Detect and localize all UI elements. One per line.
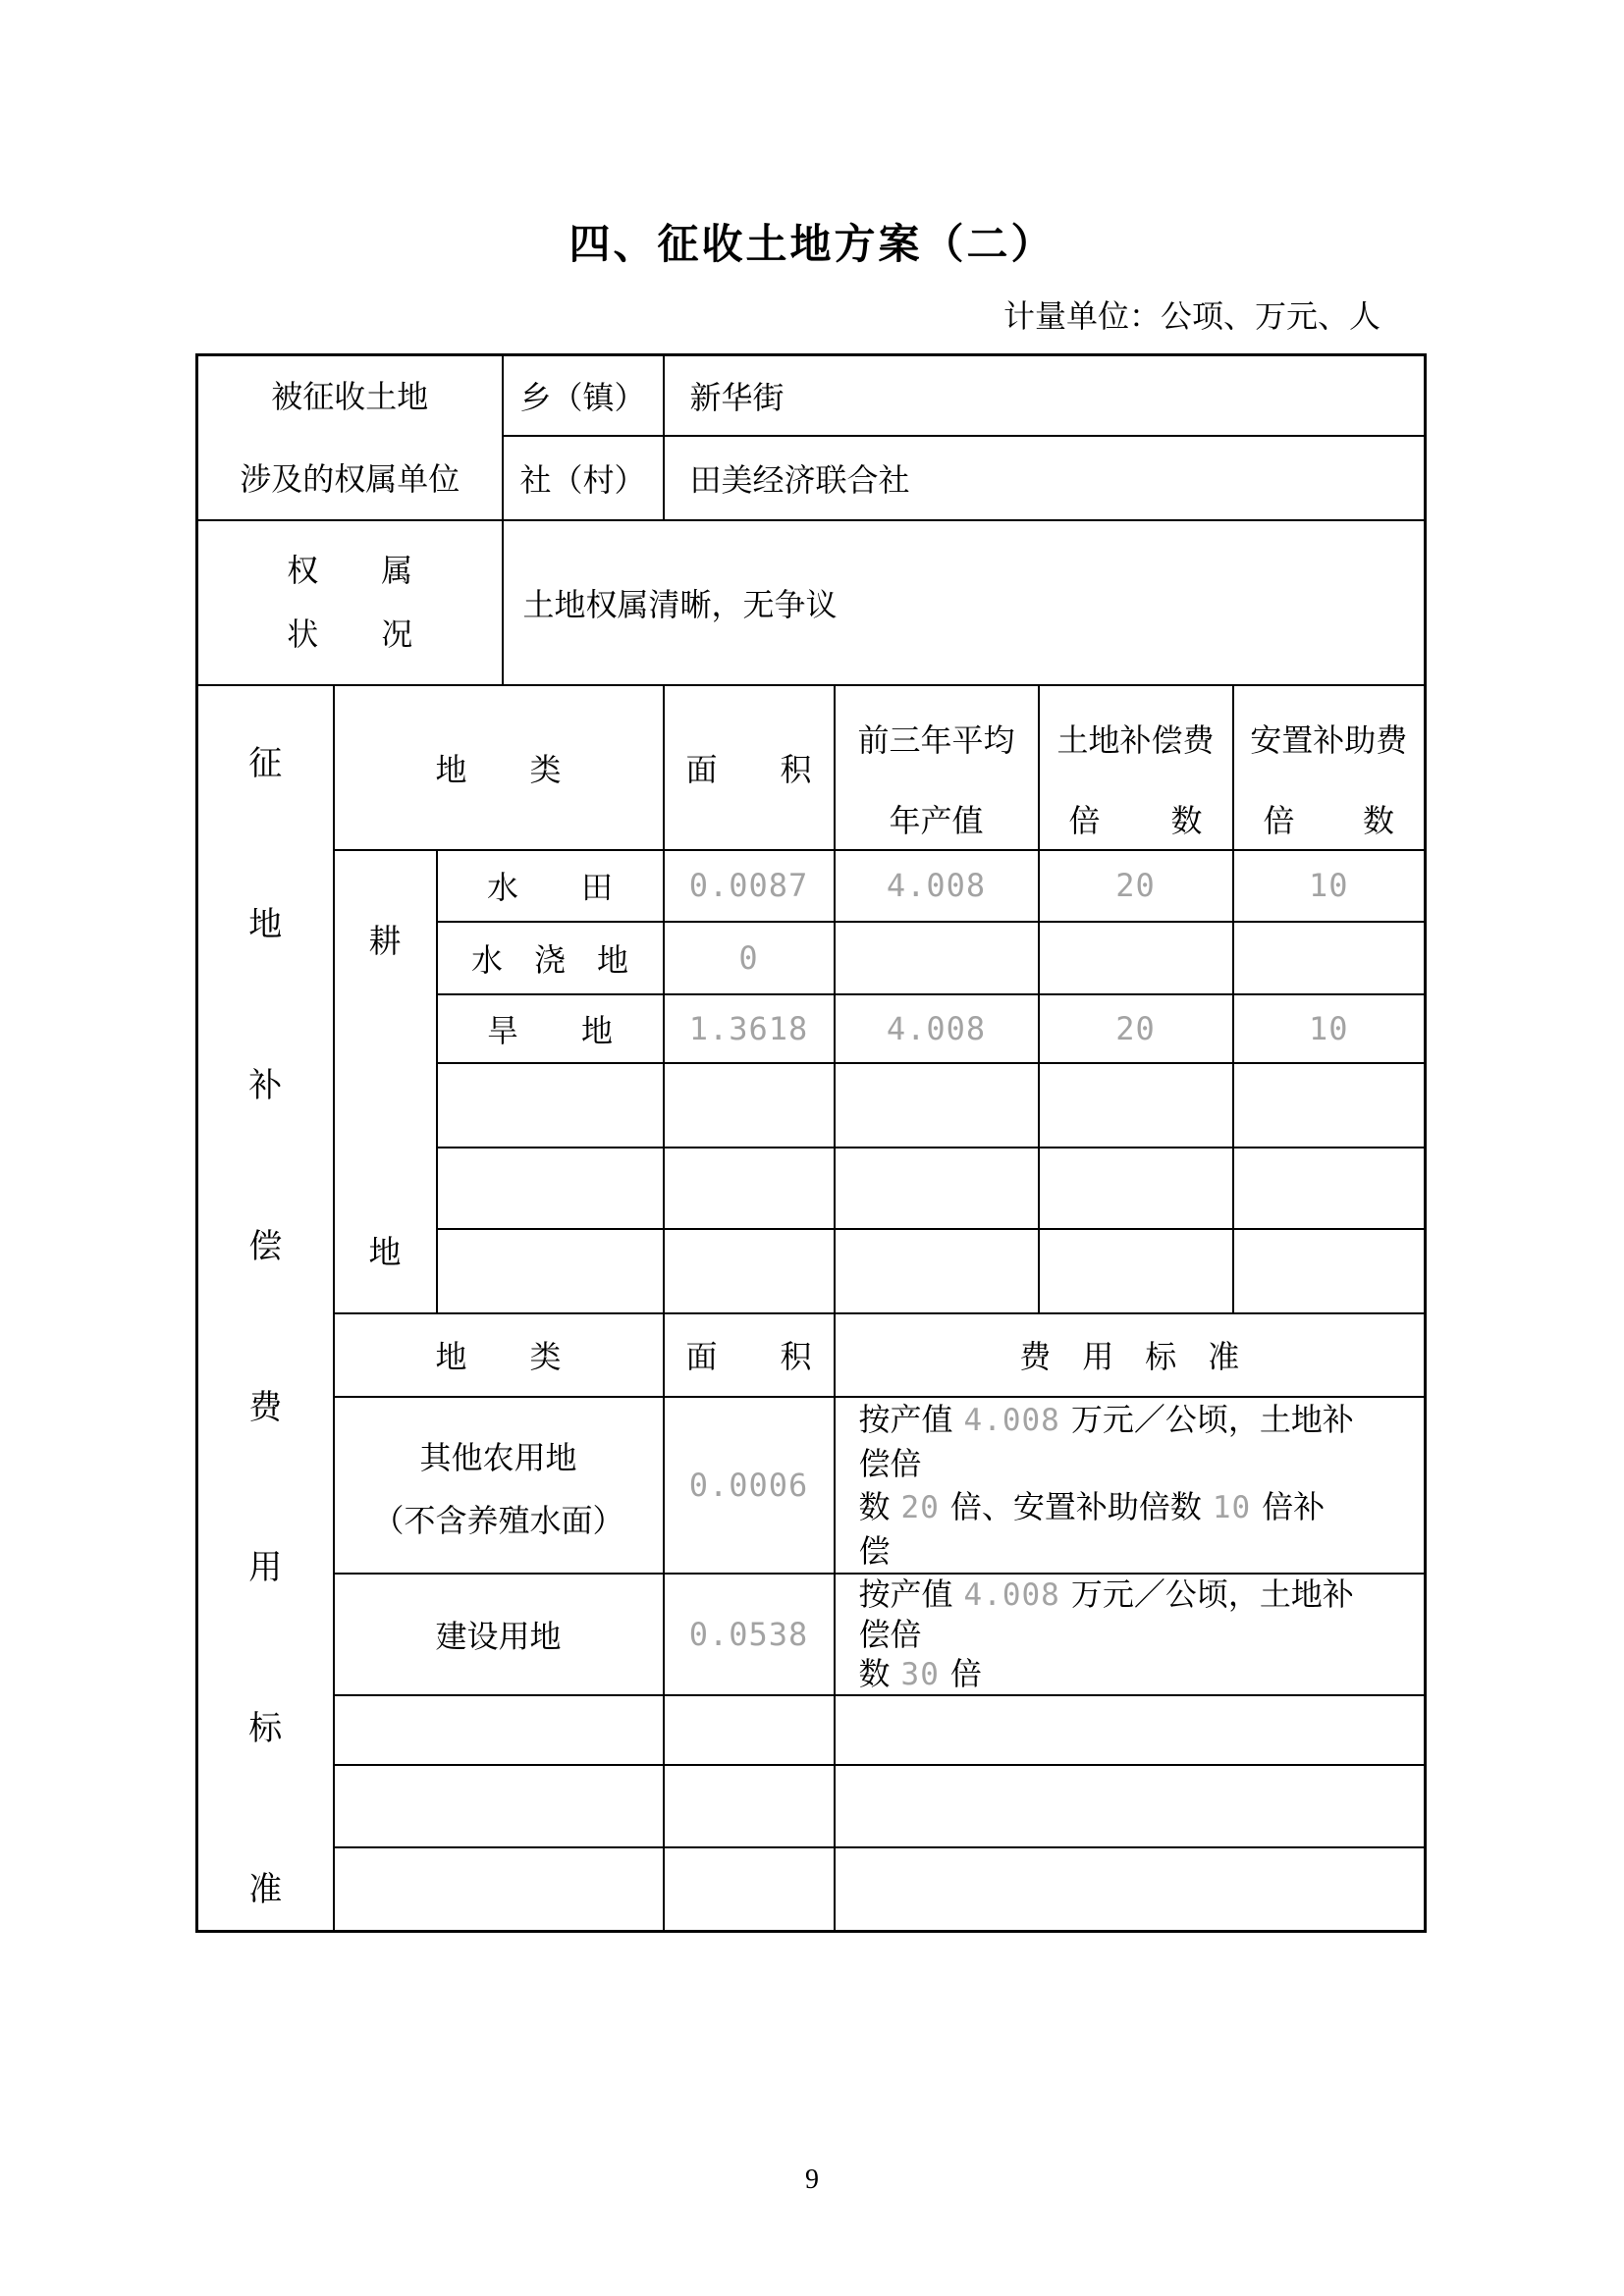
land-compensation-header <box>1039 685 1233 850</box>
fee-text: 万元／公顷，土地补 <box>1070 1401 1354 1437</box>
empty-cell <box>437 1229 664 1313</box>
page-title: 四、征收土地方案（二） <box>568 223 1056 268</box>
township-label: 乡（镇） <box>503 355 664 436</box>
dry-resettle-value: 10 <box>1233 994 1426 1063</box>
fee-number: 30 <box>900 1656 940 1692</box>
dry-land-comp-value: 20 <box>1039 994 1233 1063</box>
irrigated-land-label: 水 浇 地 <box>437 922 664 994</box>
avg-output-header-line2: 年产值 <box>889 802 984 838</box>
resettlement-subsidy-header-line1: 安置补助费 <box>1250 721 1408 758</box>
irrigated-area-value: 0 <box>664 922 835 994</box>
empty-cell <box>1039 922 1233 994</box>
area-header-2: 面 积 <box>664 1313 835 1397</box>
construction-land-label: 建设用地 <box>334 1574 664 1695</box>
empty-cell <box>835 1765 1426 1847</box>
empty-cell <box>437 1148 664 1229</box>
village-value: 田美经济联合社 <box>664 436 1426 520</box>
empty-cell <box>664 1695 835 1765</box>
side-label-char: 准 <box>248 1872 283 1909</box>
owner-unit-label-line2: 涉及的权属单位 <box>240 460 460 497</box>
page-number: 9 <box>805 2164 819 2195</box>
side-label-column <box>197 685 334 1932</box>
empty-cell <box>835 1229 1039 1313</box>
empty-cell <box>664 1148 835 1229</box>
empty-cell <box>1233 1229 1426 1313</box>
empty-cell <box>835 1148 1039 1229</box>
construction-area-value: 0.0538 <box>664 1574 835 1695</box>
fee-text: 按产值 <box>858 1401 953 1437</box>
paddy-area-value: 0.0087 <box>664 850 835 922</box>
dry-land-label: 旱 地 <box>437 994 664 1063</box>
paddy-resettle-value: 10 <box>1233 850 1426 922</box>
avg-output-header <box>835 685 1039 850</box>
fee-number: 20 <box>900 1489 940 1525</box>
paddy-field-label: 水 田 <box>437 850 664 922</box>
tenure-status-value: 土地权属清晰，无争议 <box>503 520 1426 685</box>
owner-unit-label <box>197 355 503 520</box>
fee-text: 倍 <box>949 1655 982 1691</box>
fee-number: 4.008 <box>963 1402 1060 1438</box>
fee-number: 10 <box>1212 1489 1252 1525</box>
township-value: 新华街 <box>664 355 1426 436</box>
empty-cell <box>835 1063 1039 1148</box>
side-label-char: 地 <box>248 907 283 944</box>
dry-output-value: 4.008 <box>835 994 1039 1063</box>
empty-cell <box>334 1765 664 1847</box>
fee-text: 按产值 <box>858 1575 953 1612</box>
empty-cell <box>1039 1063 1233 1148</box>
cultivated-land-group-label <box>334 850 437 1313</box>
side-label-char: 偿 <box>248 1228 283 1265</box>
other-agri-land-label <box>334 1397 664 1574</box>
empty-cell <box>664 1847 835 1932</box>
paddy-land-comp-value: 20 <box>1039 850 1233 922</box>
land-type-header-2: 地 类 <box>334 1313 664 1397</box>
empty-cell <box>1039 1148 1233 1229</box>
side-label-char: 用 <box>248 1550 283 1587</box>
fee-text: 倍、安置补助倍数 <box>949 1488 1202 1524</box>
owner-unit-label-line1: 被征收土地 <box>271 378 429 414</box>
fee-text: 数 <box>858 1488 891 1524</box>
construction-fee-standard <box>835 1574 1426 1695</box>
cultivated-label-char: 耕 <box>368 924 402 960</box>
unit-note: 计量单位：公项、万元、人 <box>1002 298 1380 334</box>
empty-cell <box>1233 1063 1426 1148</box>
fee-text: 偿 <box>858 1532 891 1569</box>
empty-cell <box>334 1847 664 1932</box>
multiple-label-left: 倍 <box>1263 802 1295 838</box>
empty-cell <box>835 1695 1426 1765</box>
land-type-header: 地 类 <box>334 685 664 850</box>
resettlement-subsidy-header <box>1233 685 1426 850</box>
other-agri-land-label-line1: 其他农用地 <box>419 1439 577 1475</box>
tenure-status-label-line1: 权 属 <box>287 553 413 588</box>
empty-cell <box>664 1765 835 1847</box>
paddy-output-value: 4.008 <box>835 850 1039 922</box>
land-compensation-header-line1: 土地补偿费 <box>1056 721 1215 758</box>
multiple-label-left: 倍 <box>1068 802 1101 838</box>
other-agri-fee-standard <box>835 1397 1426 1574</box>
fee-standard-header: 费 用 标 准 <box>835 1313 1426 1397</box>
fee-number: 4.008 <box>963 1576 1060 1613</box>
avg-output-header-line1: 前三年平均 <box>857 721 1015 758</box>
empty-cell <box>1233 1148 1426 1229</box>
area-header: 面 积 <box>664 685 835 850</box>
side-label-char: 征 <box>248 746 283 783</box>
fee-text: 偿倍 <box>858 1445 922 1481</box>
land-acquisition-table <box>195 353 1427 1933</box>
other-agri-area-value: 0.0006 <box>664 1397 835 1574</box>
empty-cell <box>1233 922 1426 994</box>
side-label-char: 补 <box>248 1067 283 1104</box>
empty-cell <box>664 1063 835 1148</box>
cultivated-label-char: 地 <box>368 1235 402 1271</box>
fee-text: 偿倍 <box>858 1616 922 1652</box>
multiple-label-right: 数 <box>1170 802 1203 838</box>
empty-cell <box>664 1229 835 1313</box>
other-agri-land-label-line2: （不含养殖水面） <box>372 1502 624 1538</box>
empty-cell <box>334 1695 664 1765</box>
empty-cell <box>437 1063 664 1148</box>
tenure-status-label <box>197 520 503 685</box>
dry-area-value: 1.3618 <box>664 994 835 1063</box>
fee-text: 数 <box>858 1655 891 1691</box>
empty-cell <box>1039 1229 1233 1313</box>
empty-cell <box>835 922 1039 994</box>
multiple-label-right: 数 <box>1363 802 1395 838</box>
empty-cell <box>835 1847 1426 1932</box>
village-label: 社（村） <box>503 436 664 520</box>
fee-text: 万元／公顷，土地补 <box>1070 1575 1354 1612</box>
side-label-char: 费 <box>248 1389 283 1426</box>
side-label-char: 标 <box>248 1711 283 1748</box>
fee-text: 倍补 <box>1262 1488 1326 1524</box>
tenure-status-label-line2: 状 况 <box>287 616 413 652</box>
